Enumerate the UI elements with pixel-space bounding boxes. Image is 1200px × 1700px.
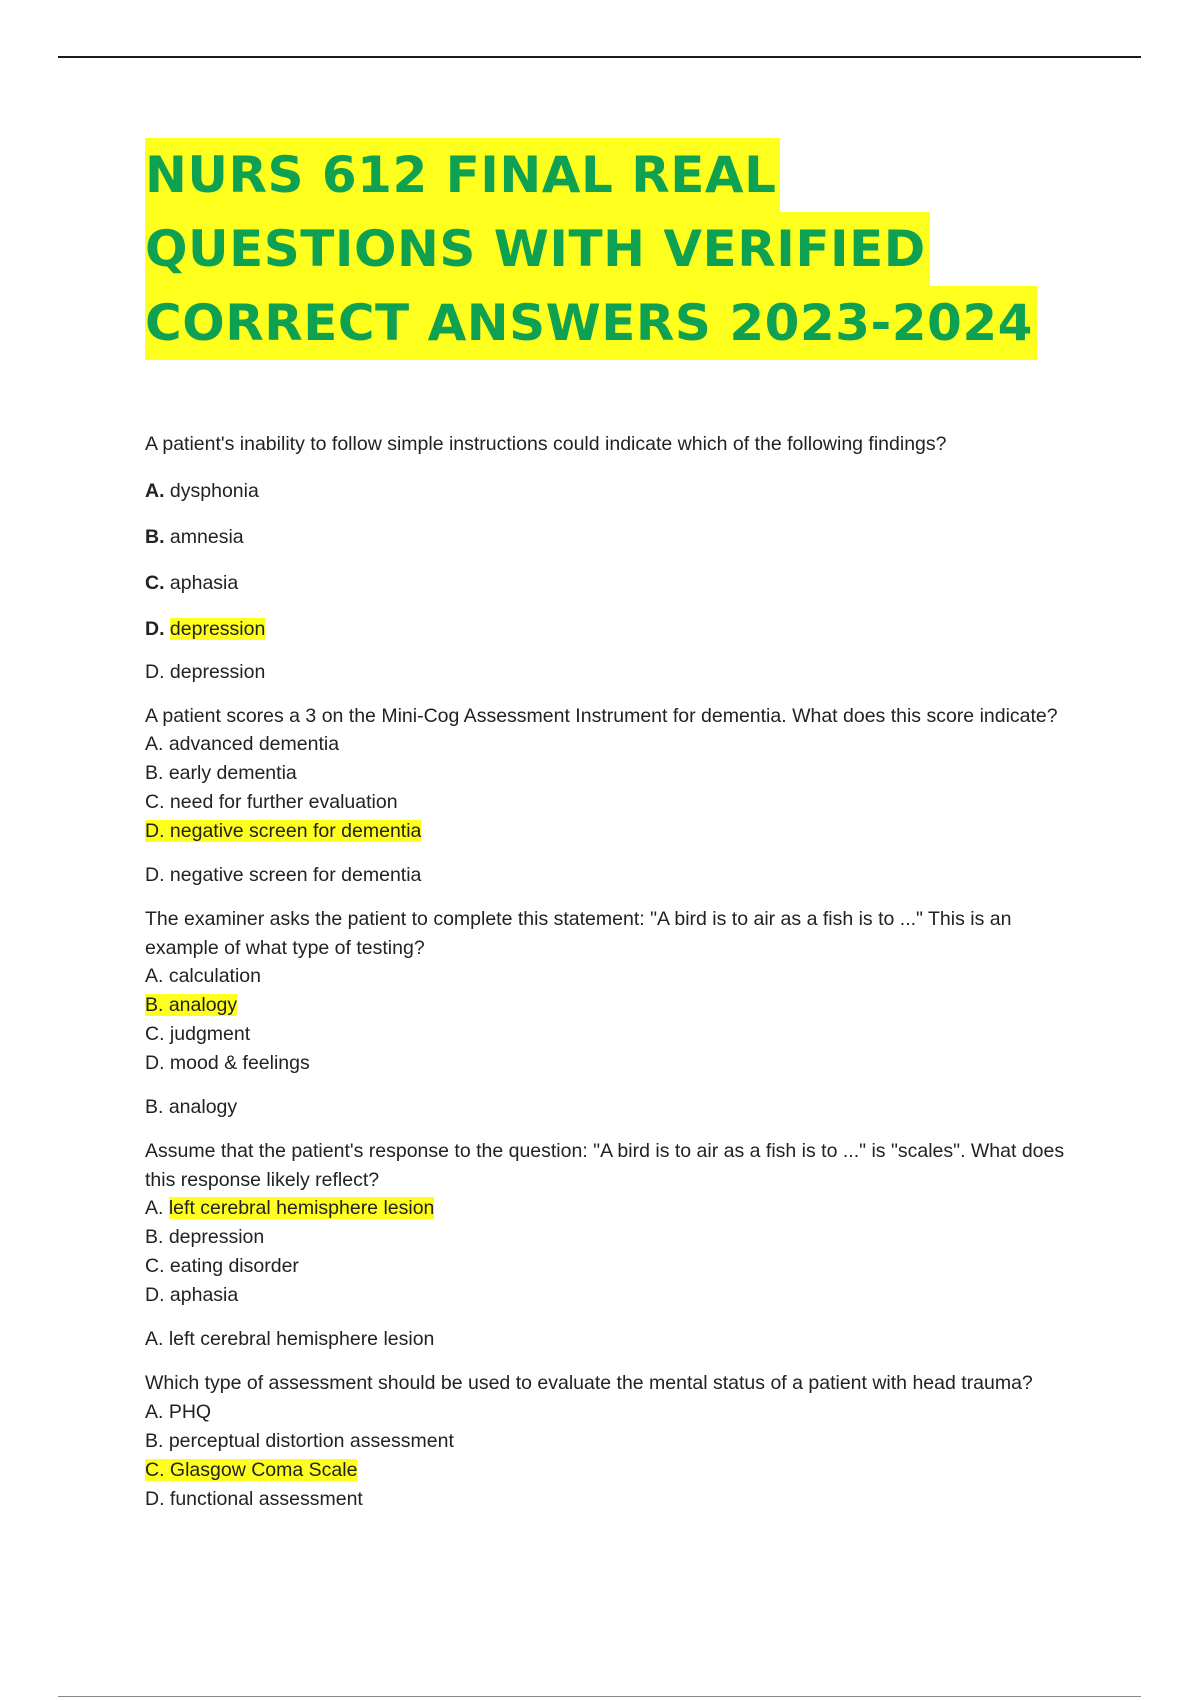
option-b: B. early dementia: [145, 762, 297, 784]
option-a-correct: A. left cerebral hemisphere lesion: [145, 1197, 435, 1219]
question-text: A patient scores a 3 on the Mini-Cog Assessment Instrument for dementia. What does this score indicate?: [145, 704, 1058, 727]
top-rule: [58, 56, 1141, 58]
option-a: A. calculation: [145, 965, 261, 987]
title-line: NURS 612 FINAL REAL: [145, 138, 780, 212]
option-b: B. depression: [145, 1226, 265, 1248]
option-c: C. judgment: [145, 1023, 251, 1045]
option-d-correct: D. depression: [145, 617, 266, 640]
question-block: [145, 1137, 1085, 1353]
question-text: Assume that the patient's response to the question: "A bird is to air as a fish is to ..." is "scales". What does this response likely reflect?: [145, 1140, 1065, 1191]
option-a: A. advanced dementia: [145, 733, 340, 755]
highlighted-answer: C. Glasgow Coma Scale: [145, 1458, 358, 1481]
highlighted-answer: depression: [169, 617, 266, 640]
question-block: [145, 702, 1085, 890]
highlighted-answer: left cerebral hemisphere lesion: [168, 1197, 435, 1219]
title-line: QUESTIONS WITH VERIFIED: [145, 212, 930, 286]
option-b-correct: [145, 991, 1085, 1020]
option-d-correct: [145, 817, 1085, 846]
question-block: [145, 905, 1085, 1121]
option-a: A. dysphonia: [145, 479, 259, 502]
answer-text: B. analogy: [145, 1096, 238, 1118]
question-text: A patient's inability to follow simple instructions could indicate which of the following findings?: [145, 433, 947, 455]
answer-text: A. left cerebral hemisphere lesion: [145, 1328, 435, 1350]
answer-text: D. depression: [145, 660, 266, 683]
questions-content: [145, 430, 1085, 1514]
bottom-rule: [58, 1696, 1141, 1697]
question-block: [145, 430, 1085, 686]
option-d: D. mood & feelings: [145, 1052, 310, 1074]
option-b: B. perceptual distortion assessment: [145, 1429, 454, 1452]
option-c: C. aphasia: [145, 571, 239, 594]
option-d: D. aphasia: [145, 1284, 239, 1306]
title-line: CORRECT ANSWERS 2023-2024: [145, 286, 1037, 360]
option-c-correct: [145, 1456, 1085, 1485]
option-c: C. need for further evaluation: [145, 791, 398, 813]
document-title: [145, 138, 1145, 360]
option-a: A. PHQ: [145, 1400, 212, 1423]
highlighted-answer: D. negative screen for dementia: [145, 820, 422, 842]
highlighted-answer: B. analogy: [145, 994, 238, 1016]
answer-text: D. negative screen for dementia: [145, 864, 422, 886]
option-c: C. eating disorder: [145, 1255, 299, 1277]
question-block: [145, 1369, 1085, 1514]
option-d: D. functional assessment: [145, 1487, 363, 1510]
question-text: The examiner asks the patient to complete this statement: "A bird is to air as a fish is to ..." This is an example of what type of testing?: [145, 908, 1012, 959]
question-text: Which type of assessment should be used to evaluate the mental status of a patient with head trauma?: [145, 1372, 1033, 1394]
option-b: B. amnesia: [145, 525, 244, 548]
